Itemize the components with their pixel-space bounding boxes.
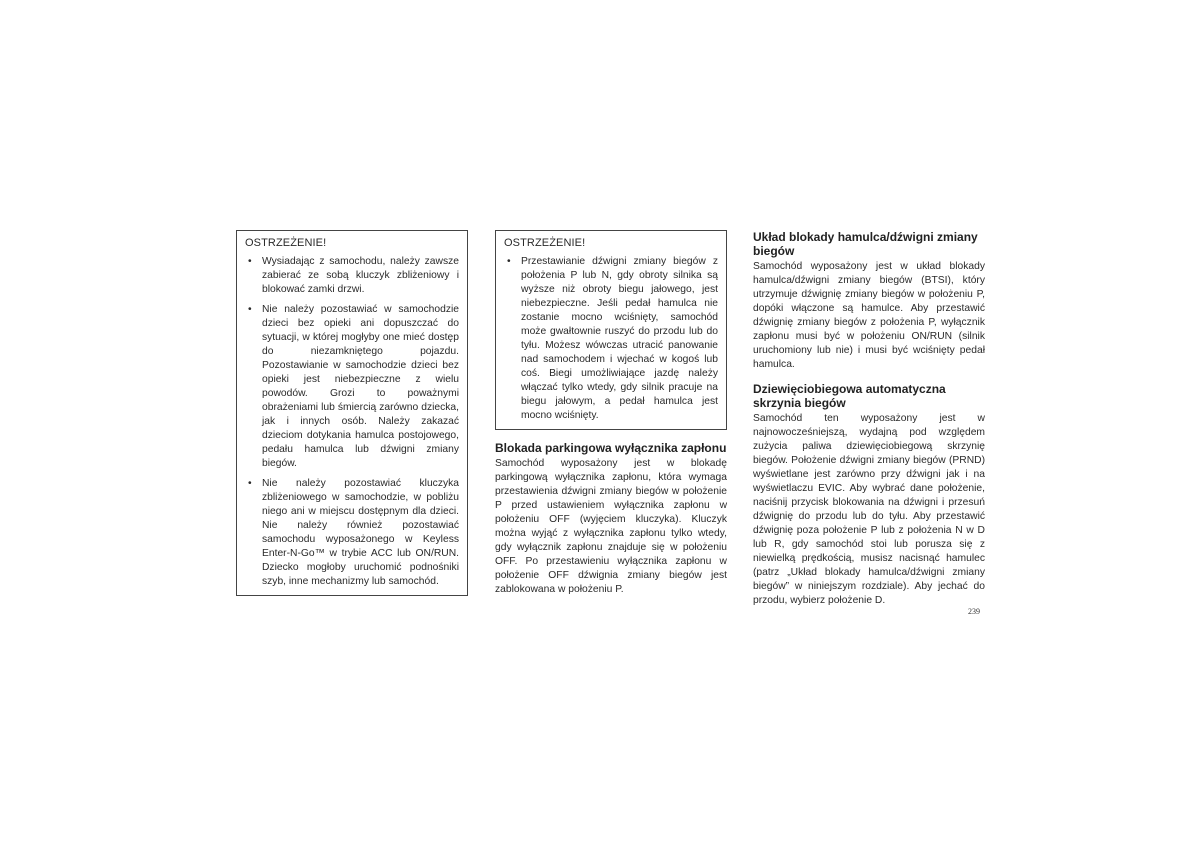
list-item-text: Przestawianie dźwigni zmiany biegów z położenia P lub N, gdy obroty silnika są wyższe niż obroty biegu jałowego, jest niebezpieczne. Jeśli pedał hamulca nie zostanie mocno wciśnięty, samochód może gwałtownie ruszyć do przodu lub do tyłu. Możesz wówczas utracić panowanie nad samochodem i wjechać w kogoś lub coś. Biegi umożliwiające jazdę należy włączać tylko wtedy, gdy silnik pracuje na biegu jałowym, a pedał hamulca jest mocno wciśnięty. (521, 256, 718, 421)
list-item (504, 255, 718, 423)
section-heading: Dziewięciobiegowa automatyczna skrzynia biegów (753, 382, 946, 410)
warning-title: OSTRZEŻENIE! (504, 237, 586, 249)
page-number: 239 (968, 607, 980, 616)
warning-list (504, 255, 718, 423)
warning-title: OSTRZEŻENIE! (245, 237, 327, 249)
bullet-icon: • (507, 256, 511, 267)
warning-box (495, 230, 727, 430)
section-paragraph: Samochód ten wyposażony jest w najnowocześniejszą, wydajną pod względem zużycia paliwa dziewięciobiegową skrzynię biegów. Położenie dźwigni zmiany biegów (PRND) wyświetlane jest zarówno przy dźwigni jak i na wyświetlaczu EVIC. Aby wybrać dane położenie, naciśnij przycisk blokowania na dźwigni i przesuń dźwignię do przodu lub do tyłu. Aby przestawić dźwignię poza położenie P lub z położenia N w D lub R, gdy samochód stoi lub porusza się z niewielką prędkością, musisz nacisnąć hamulec (patrz „Układ blokady hamulca/dźwigni zmiany biegów” w niniejszym rozdziale). Aby jechać do przodu, wybierz położenie D. (753, 413, 985, 606)
list-item-text: Nie należy pozostawiać w samochodzie dzieci bez opieki ani dopuszczać do sytuacji, w której mogłyby one mieć dostęp do niezamkniętego pojazdu. Pozostawianie w samochodzie dzieci bez opieki jest niebezpieczne z wielu powodów. Grozi to poważnymi obrażeniami lub śmiercią zarówno dziecka, jak i innych osób. Należy zakazać dzieciom dotykania hamulca postojowego, pedału hamulca lub dźwigni zmiany biegów. (262, 304, 459, 469)
list-item (245, 255, 459, 297)
column-middle (495, 230, 727, 597)
list-item-text: Wysiadając z samochodu, należy zawsze zabierać ze sobą kluczyk zbliżeniowy i blokować zamki drzwi. (262, 256, 459, 295)
bullet-icon: • (248, 256, 252, 267)
section-paragraph: Samochód wyposażony jest w blokadę parkingową wyłącznika zapłonu, która wymaga przestawienia dźwigni zmiany biegów w położenie P przed ustawieniem wyłącznika zapłonu w położeniu OFF (wyjęciem kluczyka). Kluczyk można wyjąć z wyłącznika zapłonu tylko wtedy, gdy wyłącznik zapłonu znajduje się w położeniu OFF. Po przestawieniu wyłącznika zapłonu w położenie OFF dźwignia zmiany biegów jest zablokowana w położeniu P. (495, 458, 727, 595)
list-item (245, 303, 459, 471)
section-heading: Układ blokady hamulca/dźwigni zmiany biegów (753, 230, 978, 258)
warning-box (236, 230, 468, 596)
column-left (236, 230, 468, 596)
section-heading: Blokada parkingowa wyłącznika zapłonu (495, 441, 727, 455)
column-right (753, 230, 985, 608)
section-paragraph: Samochód wyposażony jest w układ blokady hamulca/dźwigni zmiany biegów (BTSI), który utrzymuje dźwignię zmiany biegów w położeniu P, dopóki włączone są hamulce. Aby przestawić dźwignię zmiany biegów z położenia P, wyłącznik zapłonu musi być w położeniu ON/RUN (silnik uruchomiony lub nie) i musi być wciśnięty pedał hamulca. (753, 261, 985, 370)
warning-list (245, 255, 459, 589)
bullet-icon: • (248, 478, 252, 489)
list-item (245, 477, 459, 589)
list-item-text: Nie należy pozostawiać kluczyka zbliżeniowego w samochodzie, w pobliżu niego ani w miejscu dostępnym dla dzieci. Nie należy również pozostawiać samochodu wyposażonego w Keyless Enter-N-Go™ w trybie ACC lub ON/RUN. Dziecko mogłoby uruchomić podnośniki szyb, inne mechanizmy lub samochód. (262, 478, 459, 587)
bullet-icon: • (248, 304, 252, 315)
